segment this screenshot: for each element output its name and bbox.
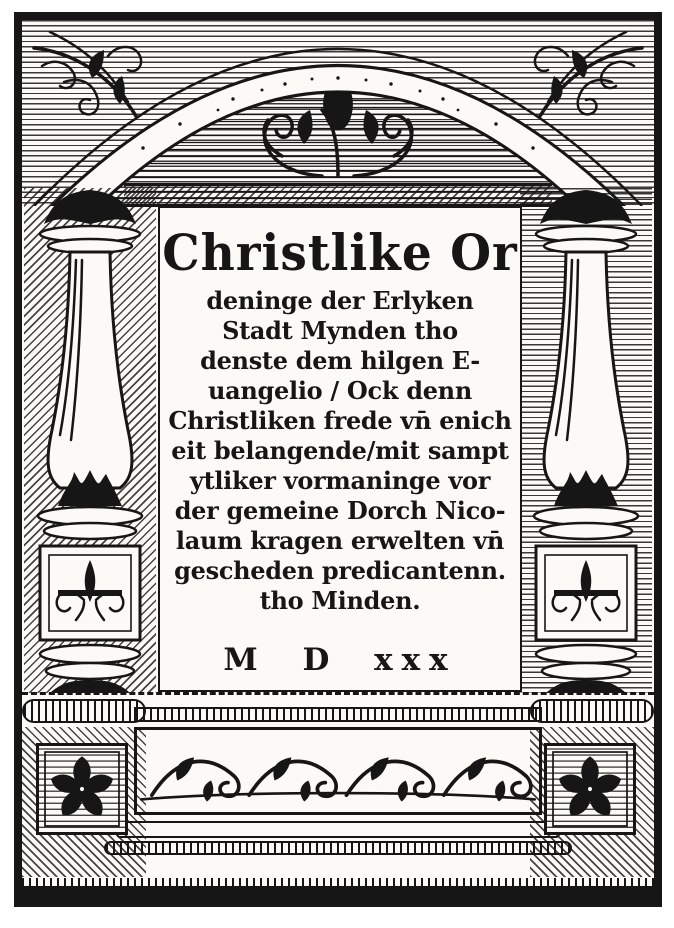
- rosette-flower-icon: [39, 746, 125, 832]
- plinth-base-molding: [104, 841, 572, 855]
- plinth-foot-molding: [116, 821, 560, 838]
- title-body-line: Christliken frede vn̄ enich: [168, 406, 512, 435]
- left-pedestal: [22, 699, 146, 887]
- imprint-date: M D xxx: [223, 642, 457, 678]
- title-text-panel: [158, 206, 522, 692]
- woodcut-border-frame: [14, 12, 662, 907]
- ground-shadow-hatch: [22, 878, 654, 886]
- right-column: [520, 188, 652, 693]
- acanthus-scroll-frieze-icon: [137, 730, 539, 812]
- right-pedestal: [530, 699, 654, 887]
- arch-ornament-icon: [22, 20, 654, 206]
- left-column: [24, 188, 156, 693]
- pedestal-base: [22, 692, 654, 899]
- baluster-column-icon: [520, 188, 652, 693]
- title-body-line: Stadt Mynden tho: [222, 316, 458, 345]
- right-pedestal-cushion: [530, 699, 654, 723]
- title-body-line: ytliker vormaninge vor: [189, 466, 491, 495]
- right-rosette-panel: [544, 743, 636, 835]
- woodcut-artwork: [22, 20, 654, 899]
- ground-strip: [22, 886, 654, 899]
- title-body-line: der gemeine Dorch Nico-: [174, 496, 506, 525]
- title-body-line: uangelio / Ock denn: [208, 376, 472, 405]
- title-body-line: gescheden predicantenn.: [174, 556, 506, 585]
- frieze-panel: [134, 727, 542, 815]
- left-pedestal-cushion: [22, 699, 146, 723]
- title-body-line: tho Minden.: [259, 586, 421, 615]
- central-plinth: [134, 707, 542, 855]
- baluster-column-icon: [24, 188, 156, 693]
- title-body-line: deninge der Erlyken: [206, 286, 474, 315]
- title-body-line: laum kragen erwelten vn̄: [175, 526, 505, 555]
- left-rosette-panel: [36, 743, 128, 835]
- rosette-flower-icon: [547, 746, 633, 832]
- title-body-line: denste dem hilgen E-: [200, 346, 480, 375]
- left-pedestal-body: [22, 727, 146, 877]
- title-line: Christlike Or: [162, 224, 518, 283]
- arch-spandrel-area: [22, 20, 654, 206]
- entablature-bar: [124, 183, 552, 207]
- title-body-line: eit belangende/mit sampt: [171, 436, 509, 465]
- right-pedestal-body: [530, 727, 654, 877]
- plinth-top-molding: [134, 707, 542, 722]
